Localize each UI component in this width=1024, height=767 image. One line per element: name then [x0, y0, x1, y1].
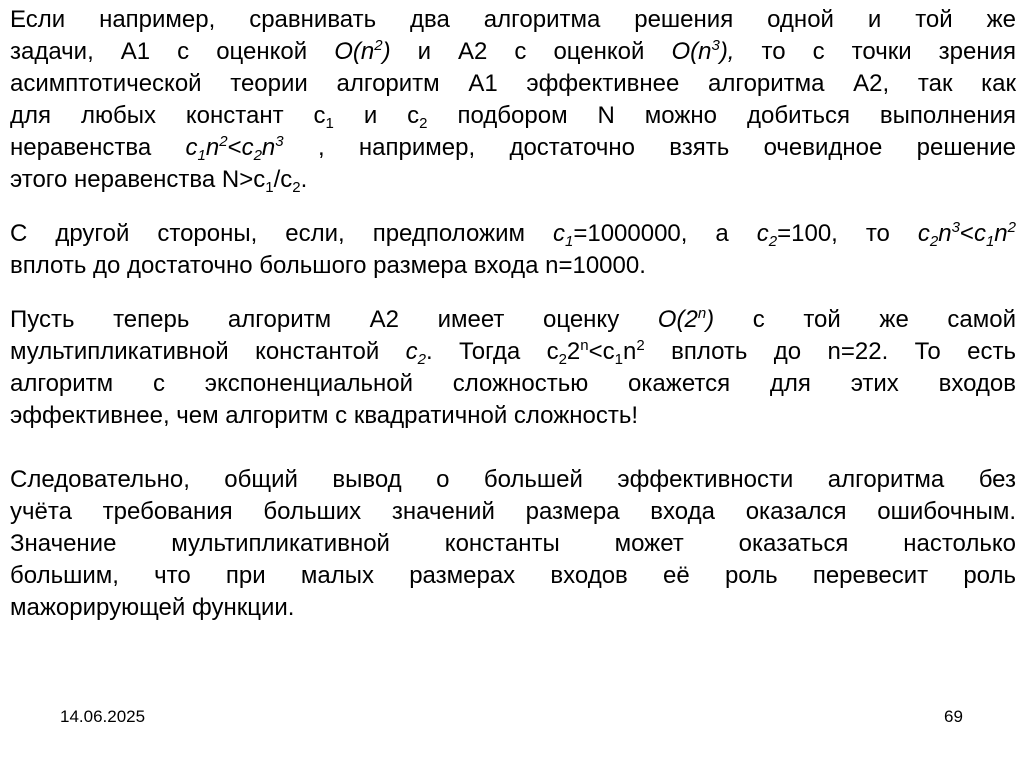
text-run: /c: [273, 166, 293, 193]
superscript: 3: [951, 219, 960, 236]
text-run: c: [185, 134, 198, 161]
subscript: 1: [197, 147, 206, 164]
subscript: 2: [292, 179, 301, 196]
text-run: n: [205, 134, 220, 161]
text-run: ): [706, 306, 715, 333]
text-run: O(n: [671, 38, 712, 65]
text-run: неравенства: [10, 134, 186, 161]
text-run: n: [938, 220, 952, 247]
text-line: [10, 68, 1016, 100]
text-line: [10, 132, 1016, 164]
text-run: Тогда c: [432, 338, 559, 365]
text-run: Следовательно, общий вывод о большей эффективности алгоритма без: [10, 466, 1016, 493]
subscript: 1: [265, 179, 274, 196]
text-line: [10, 4, 1016, 36]
text-run: O(n: [334, 38, 375, 65]
text-run: и c: [333, 102, 420, 129]
text-run: Если например, сравнивать два алгоритма решения одной и той же: [10, 6, 1016, 33]
paragraph-4: [10, 464, 1016, 624]
subscript: 2: [253, 147, 262, 164]
page-number: 69: [944, 707, 963, 726]
text-run: Пусть теперь алгоритм A2 имеет оценку: [10, 306, 658, 333]
text-run: , например, достаточно взять очевидное решение: [283, 134, 1016, 161]
text-run: <: [959, 220, 974, 247]
text-run: c: [756, 220, 769, 247]
superscript: n: [580, 337, 589, 354]
text-run: n: [622, 338, 637, 365]
text-run: c: [552, 220, 565, 247]
text-run: подбором N можно добиться выполнения: [427, 102, 1016, 129]
text-run: алгоритм с экспоненциальной сложностью окажется для этих входов: [10, 370, 1016, 397]
text-run: ),: [719, 38, 735, 65]
superscript: 2: [219, 133, 228, 150]
text-line: [10, 336, 1016, 368]
subscript: 1: [614, 351, 623, 368]
text-run: c: [973, 220, 986, 247]
subscript: 2: [558, 351, 567, 368]
text-run: c: [405, 338, 418, 365]
subscript: 2: [768, 233, 778, 250]
text-line: [10, 100, 1016, 132]
text-run: эффективнее, чем алгоритм с квадратичной сложность!: [10, 402, 639, 429]
text-run: большим, что при малых размерах входов её роль перевесит роль: [10, 562, 1016, 589]
text-line: [10, 560, 1016, 592]
subscript: 2: [929, 233, 939, 250]
text-run: и A2 с оценкой: [390, 38, 672, 65]
text-run: <c: [588, 338, 615, 365]
text-line: [10, 400, 1016, 432]
text-run: n: [261, 134, 276, 161]
text-run: 2: [566, 338, 581, 365]
text-run: Значение мультипликативной константы может оказаться настолько: [10, 530, 1016, 557]
text-run: c: [917, 220, 930, 247]
superscript: 2: [1007, 219, 1016, 236]
paragraph-2: [10, 218, 1016, 282]
text-run: этого неравенства N>c: [10, 166, 266, 193]
subscript: 2: [417, 351, 426, 368]
subscript: 2: [419, 115, 428, 132]
superscript: n: [697, 305, 707, 322]
subscript: 1: [564, 233, 574, 250]
text-line: [10, 368, 1016, 400]
text-run: =1000000, а: [573, 220, 757, 247]
footer-date: 14.06.2025: [60, 707, 146, 726]
superscript: 2: [636, 337, 645, 354]
text-run: .: [425, 338, 433, 365]
slide-body: [10, 4, 1016, 624]
text-run: вплоть до n=22. То есть: [644, 338, 1016, 365]
text-run: задачи, A1 с оценкой: [10, 38, 335, 65]
text-line: [10, 528, 1016, 560]
paragraph-1: [10, 4, 1016, 196]
text-run: учёта требования больших значений размера входа оказался ошибочным.: [10, 498, 1016, 525]
text-run: мажорирующей функции.: [10, 594, 295, 621]
text-run: то с точки зрения: [734, 38, 1016, 65]
text-run: ): [382, 38, 391, 65]
subscript: 1: [985, 233, 995, 250]
text-run: <: [227, 134, 242, 161]
text-line: [10, 464, 1016, 496]
text-run: вплоть до достаточно большого размера входа n=10000.: [10, 252, 646, 279]
text-line: [10, 164, 1016, 196]
text-line: [10, 496, 1016, 528]
text-run: c: [241, 134, 254, 161]
text-line: [10, 250, 1016, 282]
text-run: асимптотической теории алгоритм A1 эффективнее алгоритма A2, так как: [10, 70, 1016, 97]
text-run: O(2: [657, 306, 698, 333]
text-run: с той же самой: [714, 306, 1016, 333]
text-run: мультипликативной константой: [10, 338, 406, 365]
text-run: для любых констант c: [10, 102, 326, 129]
text-run: n: [994, 220, 1008, 247]
subscript: 1: [325, 115, 334, 132]
text-line: [10, 218, 1016, 250]
text-run: =100, то: [777, 220, 918, 247]
superscript: 3: [275, 133, 284, 150]
text-run: С другой стороны, если, предположим: [10, 220, 553, 247]
text-line: [10, 592, 1016, 624]
text-run: .: [300, 166, 308, 193]
superscript: 2: [374, 37, 383, 54]
text-line: [10, 36, 1016, 68]
text-line: [10, 304, 1016, 336]
superscript: 3: [711, 37, 720, 54]
paragraph-3: [10, 304, 1016, 432]
